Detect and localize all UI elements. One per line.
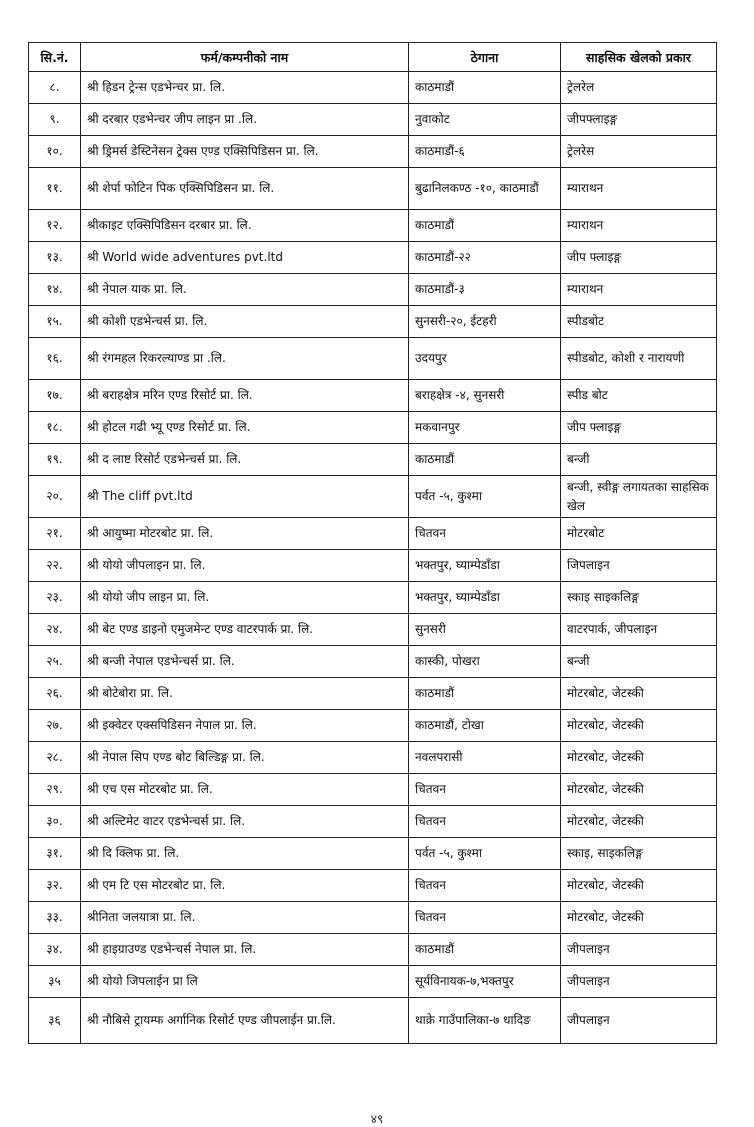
cell-firm-name: श्री नेपाल सिप एण्ड बोट बिल्डिङ्ग प्रा. लि. [81,742,409,774]
cell-serial-number: २७. [29,710,81,742]
cell-address: पर्वत -५, कुश्मा [409,838,561,870]
cell-firm-name: श्री ड्रिमर्स डेस्टिनेसन ट्रेक्स एण्ड एक्सिपिडिसन प्रा. लि. [81,136,409,168]
cell-sport-type: बन्जी [561,444,717,476]
table-row [29,870,717,902]
cell-address: काठमाडौं [409,444,561,476]
cell-firm-name: श्री रंगमहल रिकरल्याण्ड प्रा .लि. [81,338,409,380]
cell-firm-name: श्री योयो जीप लाइन प्रा. लि. [81,582,409,614]
table-row [29,710,717,742]
table-row [29,774,717,806]
cell-sport-type: स्काइ साइकलिङ्ग [561,582,717,614]
cell-address: पर्वत -५, कुश्मा [409,476,561,518]
table-row [29,614,717,646]
cell-address: चितवन [409,806,561,838]
cell-address: काठमाडौं [409,934,561,966]
cell-firm-name: श्री नौबिसे ट्रायम्फ अर्गानिक रिसोर्ट एण्ड जीपलाईन प्रा.लि. [81,998,409,1044]
cell-serial-number: १०. [29,136,81,168]
header-firm-name: फर्म/कम्पनीको नाम [81,43,409,72]
cell-address: थाक्रे गाउँपालिका-७ धादिङ [409,998,561,1044]
cell-serial-number: १९. [29,444,81,476]
cell-sport-type: मोटरबोट, जेटस्की [561,902,717,934]
cell-serial-number: १३. [29,242,81,274]
table-row [29,476,717,518]
cell-sport-type: मोटरबोट [561,518,717,550]
cell-address: कास्की, पोखरा [409,646,561,678]
cell-address: उदयपुर [409,338,561,380]
cell-address: सूर्यविनायक-७,भक्तपुर [409,966,561,998]
cell-address: सुनसरी [409,614,561,646]
cell-address: बराहक्षेत्र -४, सुनसरी [409,380,561,412]
cell-serial-number: ९. [29,104,81,136]
cell-address: सुनसरी-२०, ईटहरी [409,306,561,338]
cell-firm-name: श्री द लाष्ट रिसोर्ट एडभेन्चर्स प्रा. लि. [81,444,409,476]
cell-firm-name: श्री एच एस मोटरबोट प्रा. लि. [81,774,409,806]
cell-serial-number: ३२. [29,870,81,902]
table-row [29,998,717,1044]
cell-address: मकवानपुर [409,412,561,444]
cell-address: भक्तपुर, घ्याम्पेडाँडा [409,550,561,582]
cell-serial-number: ३६ [29,998,81,1044]
cell-serial-number: ३०. [29,806,81,838]
table-row [29,582,717,614]
cell-address: काठमाडौं [409,210,561,242]
table-row [29,72,717,104]
cell-serial-number: २१. [29,518,81,550]
table-row [29,646,717,678]
cell-sport-type: जीपलाइन [561,934,717,966]
cell-serial-number: २४. [29,614,81,646]
cell-sport-type: म्याराथन [561,168,717,210]
table-row [29,444,717,476]
cell-sport-type: मोटरबोट, जेटस्की [561,774,717,806]
cell-serial-number: ११. [29,168,81,210]
cell-firm-name: श्री World wide adventures pvt.ltd [81,242,409,274]
cell-firm-name: श्रीनिता जलयात्रा प्रा. लि. [81,902,409,934]
cell-sport-type: स्काइ, साइकलिङ्ग [561,838,717,870]
cell-firm-name: श्री बेट एण्ड डाइनो एमुजमेन्ट एण्ड वाटरपार्क प्रा. लि. [81,614,409,646]
table-row [29,678,717,710]
cell-firm-name: श्री दि क्लिफ प्रा. लि. [81,838,409,870]
cell-firm-name: श्री The cliff pvt.ltd [81,476,409,518]
cell-sport-type: जीप फ्लाइङ्ग [561,242,717,274]
cell-address: नवलपरासी [409,742,561,774]
table-row [29,242,717,274]
cell-firm-name: श्री कोशी एडभेन्चर्स प्रा. लि. [81,306,409,338]
cell-sport-type: मोटरबोट, जेटस्की [561,678,717,710]
cell-serial-number: २३. [29,582,81,614]
cell-sport-type: बन्जी, स्वीङ्ग लगायतका साहसिक खेल [561,476,717,518]
cell-address: नुवाकोट [409,104,561,136]
cell-sport-type: जीपलाइन [561,966,717,998]
cell-address: काठमाडौं [409,72,561,104]
cell-address: भक्तपुर, घ्याम्पेडाँडा [409,582,561,614]
cell-sport-type: म्याराथन [561,210,717,242]
cell-serial-number: २६. [29,678,81,710]
table-row [29,412,717,444]
table-row [29,136,717,168]
cell-firm-name: श्री होटल गढी भ्यू एण्ड रिसोर्ट प्रा. लि. [81,412,409,444]
cell-address: चितवन [409,870,561,902]
table-row [29,550,717,582]
cell-serial-number: २८. [29,742,81,774]
cell-firm-name: श्री हाइग्राउण्ड एडभेन्चर्स नेपाल प्रा. लि. [81,934,409,966]
cell-serial-number: २२. [29,550,81,582]
table-body [29,72,717,1044]
cell-sport-type: वाटरपार्क, जीपलाइन [561,614,717,646]
cell-serial-number: ८. [29,72,81,104]
cell-firm-name: श्री आयुष्मा मोटरबोट प्रा. लि. [81,518,409,550]
cell-serial-number: १६. [29,338,81,380]
cell-address: चितवन [409,902,561,934]
cell-serial-number: १४. [29,274,81,306]
cell-firm-name: श्री बोटेबोरा प्रा. लि. [81,678,409,710]
cell-sport-type: बन्जी [561,646,717,678]
cell-serial-number: ३४. [29,934,81,966]
table-row [29,838,717,870]
document-sheet [28,42,716,1044]
cell-address: चितवन [409,774,561,806]
header-address: ठेगाना [409,43,561,72]
cell-firm-name: श्री इक्वेटर एक्सपिडिसन नेपाल प्रा. लि. [81,710,409,742]
cell-serial-number: १७. [29,380,81,412]
table-row [29,210,717,242]
cell-serial-number: ३१. [29,838,81,870]
cell-firm-name: श्री शेर्पा फोटिन पिक एक्सिपिडिसन प्रा. लि. [81,168,409,210]
cell-firm-name: श्री अल्टिमेट वाटर एडभेन्चर्स प्रा. लि. [81,806,409,838]
cell-address: काठमाडौं-६ [409,136,561,168]
cell-serial-number: २९. [29,774,81,806]
cell-address: काठमाडौं-२२ [409,242,561,274]
table-row [29,338,717,380]
table-header-row [29,43,717,72]
header-serial-number: सि.नं. [29,43,81,72]
table-row [29,934,717,966]
table-row [29,104,717,136]
cell-serial-number: २५. [29,646,81,678]
cell-firm-name: श्री हिडन ट्रेन्स एडभेन्चर प्रा. लि. [81,72,409,104]
cell-sport-type: मोटरबोट, जेटस्की [561,870,717,902]
cell-serial-number: ३५ [29,966,81,998]
cell-serial-number: ३३. [29,902,81,934]
table-row [29,742,717,774]
table-row [29,518,717,550]
page-number: ४९ [370,1112,384,1126]
cell-sport-type: स्पीडबोट, कोशी र नारायणी [561,338,717,380]
cell-sport-type: मोटरबोट, जेटस्की [561,710,717,742]
cell-firm-name: श्री योयो जिपलाईन प्रा लि [81,966,409,998]
table-row [29,274,717,306]
cell-sport-type: मोटरबोट, जेटस्की [561,806,717,838]
cell-serial-number: १८. [29,412,81,444]
cell-address: काठमाडौं [409,678,561,710]
cell-address: बुढानिलकण्ठ -१०, काठमाडौं [409,168,561,210]
cell-sport-type: म्याराथन [561,274,717,306]
cell-sport-type: स्पीड बोट [561,380,717,412]
cell-firm-name: श्रीकाइट एक्सिपिडिसन दरबार प्रा. लि. [81,210,409,242]
cell-sport-type: स्पीडबोट [561,306,717,338]
cell-address: काठमाडौं, टोखा [409,710,561,742]
cell-firm-name: श्री योयो जीपलाइन प्रा. लि. [81,550,409,582]
table-row [29,806,717,838]
cell-sport-type: जीपफ्लाइङ्ग [561,104,717,136]
cell-firm-name: श्री एम टि एस मोटरबोट प्रा. लि. [81,870,409,902]
table-row [29,902,717,934]
cell-sport-type: ट्रेलरेस [561,136,717,168]
header-sport-type: साहसिक खेलको प्रकार [561,43,717,72]
table-row [29,380,717,412]
cell-sport-type: ट्रेलरेल [561,72,717,104]
adventure-sports-firms-table [28,42,717,1044]
cell-address: चितवन [409,518,561,550]
table-row [29,966,717,998]
cell-firm-name: श्री दरबार एडभेन्चर जीप लाइन प्रा .लि. [81,104,409,136]
cell-serial-number: १२. [29,210,81,242]
cell-sport-type: जिपलाइन [561,550,717,582]
cell-serial-number: १५. [29,306,81,338]
table-row [29,306,717,338]
cell-firm-name: श्री बन्जी नेपाल एडभेन्चर्स प्रा. लि. [81,646,409,678]
table-row [29,168,717,210]
cell-firm-name: श्री नेपाल याक प्रा. लि. [81,274,409,306]
cell-sport-type: मोटरबोट, जेटस्की [561,742,717,774]
cell-serial-number: २०. [29,476,81,518]
cell-address: काठमाडौं-३ [409,274,561,306]
cell-sport-type: जीपलाइन [561,998,717,1044]
cell-firm-name: श्री बराहक्षेत्र मरिन एण्ड रिसोर्ट प्रा. लि. [81,380,409,412]
cell-sport-type: जीप फ्लाइङ्ग [561,412,717,444]
